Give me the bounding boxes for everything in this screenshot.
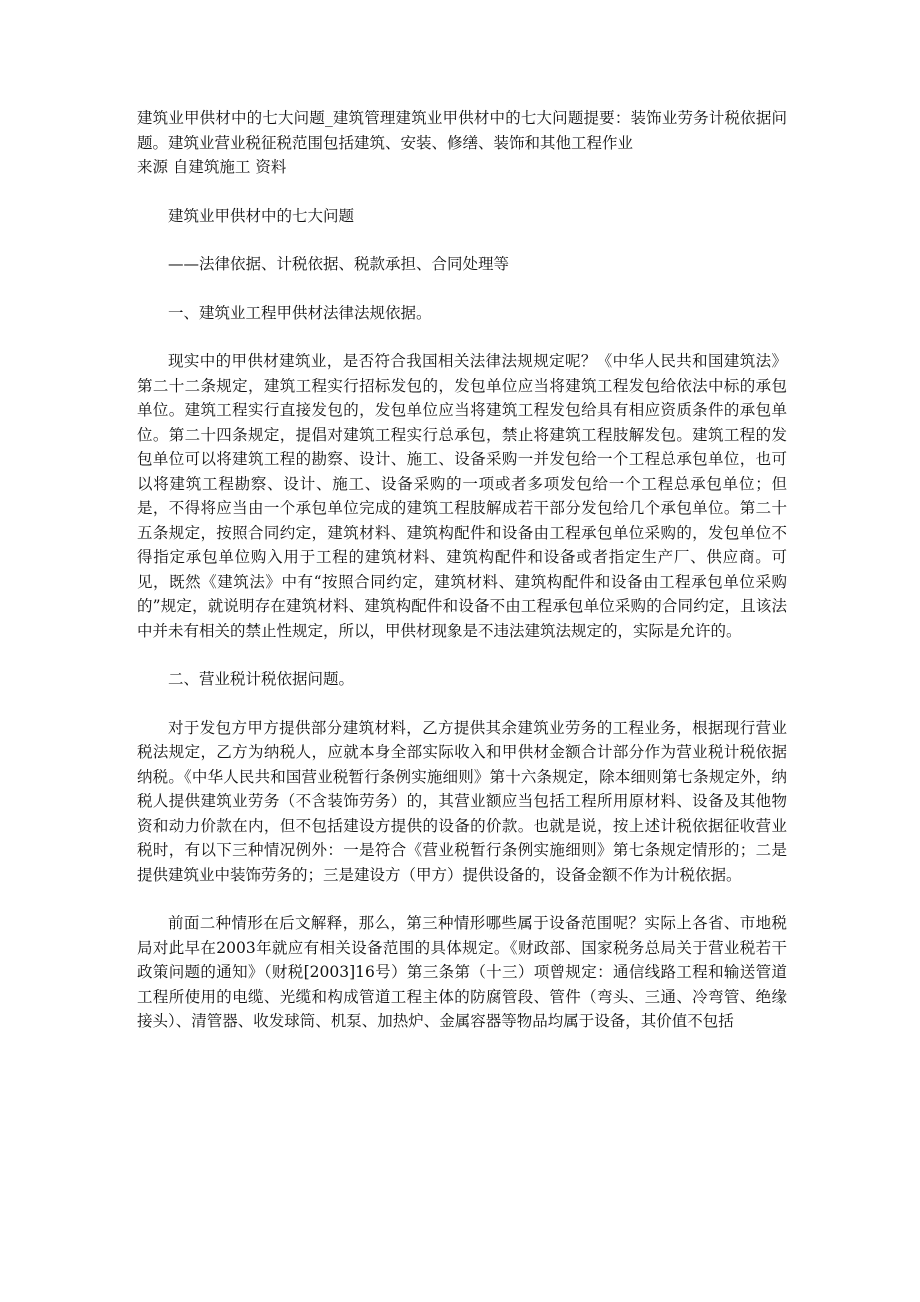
section-2-body-paragraph-1: 对于发包方甲方提供部分建筑材料，乙方提供其余建筑业劳务的工程业务，根据现行营业税法规定，乙方为纳税人，应就本身全部实际收入和甲供材金额合计部分作为营业税计税依据纳税。《中华人民共和国营业税暂行条例实施细则》第十六条规定，除本细则第七条规定外，纳税人提供建筑业劳务（不含装饰劳务）的，其营业额应当包括工程所用原材料、设备及其他物资和动力价款在内，但不包括建设方提供的设备的价款。也就是说，按上述计税依据征收营业税时，有以下三种情况例外：一是符合《营业税暂行条例实施细则》第七条规定情形的；二是提供建筑业中装饰劳务的；三是建设方（甲方）提供设备的，设备金额不作为计税依据。 (137, 718, 787, 884)
section-1-heading: 一、建筑业工程甲供材法律法规依据。 (168, 303, 432, 322)
source-line: 来源 自建筑施工 资料 (137, 158, 287, 176)
section-1-body: 现实中的甲供材建筑业，是否符合我国相关法律法规规定呢？《中华人民共和国建筑法》第二十二条规定，建筑工程实行招标发包的，发包单位应当将建筑工程发包给依法中标的承包单位。建筑工程实行直接发包的，发包单位应当将建筑工程发包给具有相应资质条件的承包单位。第二十四条规定，提倡对建筑工程实行总承包，禁止将建筑工程肢解发包。建筑工程的发包单位可以将建筑工程的勘察、设计、施工、设备采购一并发包给一个工程总承包单位，也可以将建筑工程勘察、设计、施工、设备采购的一项或者多项发包给一个工程总承包单位；但是，不得将应当由一个承包单位完成的建筑工程肢解成若干部分发包给几个承包单位。第二十五条规定，按照合同约定，建筑材料、建筑构配件和设备由工程承包单位采购的，发包单位不得指定承包单位购入用于工程的建筑材料、建筑构配件和设备或者指定生产厂、供应商。可见，既然《建筑法》中有“按照合同约定，建筑材料、建筑构配件和设备由工程承包单位采购的”规定，就说明存在建筑材料、建筑构配件和设备不由工程承包单位采购的合同约定，且该法中并未有相关的禁止性规定，所以，甲供材现象是不违法建筑法规定的，实际是允许的。 (137, 352, 787, 640)
article-title: 建筑业甲供材中的七大问题 (168, 206, 355, 225)
document-page (137, 106, 787, 1058)
section-2-heading: 二、营业税计税依据问题。 (168, 670, 355, 688)
section-2-body-paragraph-2: 前面二种情形在后文解释，那么，第三种情形哪些属于设备范围呢？实际上各省、市地税局对此早在2003年就应有相关设备范围的具体规定。《财政部、国家税务总局关于营业税若干政策问题的通知》（财税[2003]16号）第三条第（十三）项曾规定：通信线路工程和输送管道工程所使用的电缆、光缆和构成管道工程主体的防腐管段、管件（弯头、三通、冷弯管、绝缘接头）、清管器、收发球筒、机泵、加热炉、金属容器等物品均属于设备，其价值不包括 (137, 914, 787, 1030)
document-header-title: 建筑业甲供材中的七大问题_建筑管理建筑业甲供材中的七大问题提要：装饰业劳务计税依据问题。建筑业营业税征税范围包括建筑、安装、修缮、装饰和其他工程作业 (137, 109, 787, 152)
article-subtitle: ——法律依据、计税依据、税款承担、合同处理等 (168, 255, 510, 273)
